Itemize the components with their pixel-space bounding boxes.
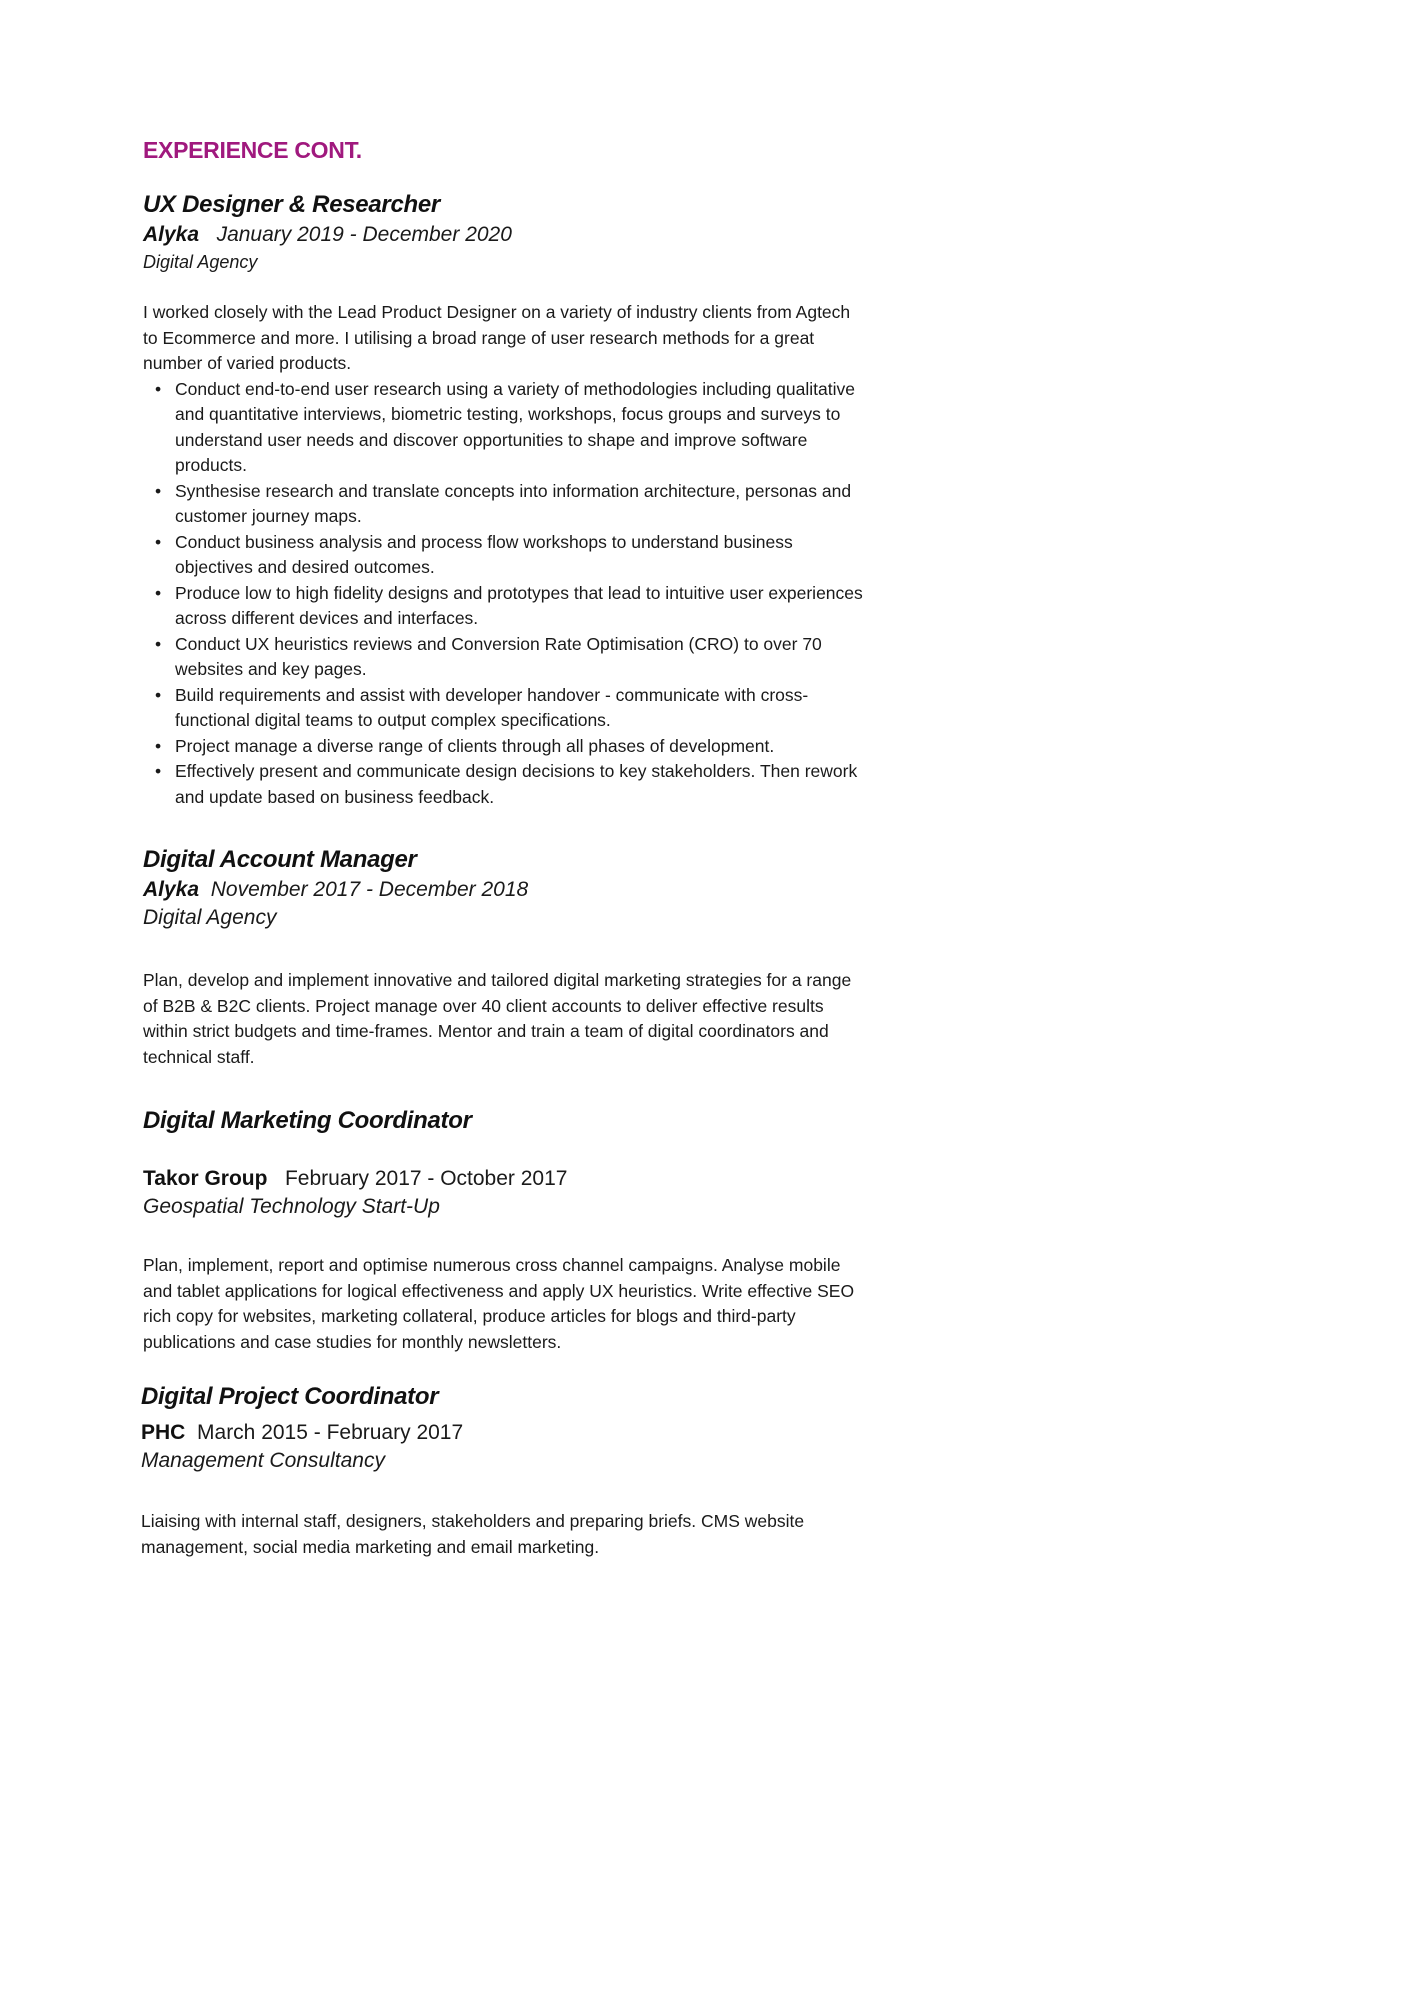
list-item: • Produce low to high fidelity designs and prototypes that lead to intuitive user experiences across different devices and interfaces.: [175, 581, 863, 632]
job-meta: [141, 1418, 861, 1447]
job-meta: [143, 1164, 863, 1193]
company-name: Alyka: [143, 878, 200, 901]
job-title: Digital Project Coordinator: [141, 1383, 439, 1410]
job-title: UX Designer & Researcher: [143, 191, 440, 218]
list-item: • Effectively present and communicate design decisions to key stakeholders. Then rework and update based on business feedback.: [175, 759, 863, 810]
job-meta: [143, 875, 863, 904]
job-entry-ux-designer: [143, 190, 863, 810]
job-summary: Liaising with internal staff, designers, stakeholders and preparing briefs. CMS website management, social media marketing and email marketing.: [141, 1511, 805, 1557]
job-entry-project-coordinator: [141, 1382, 861, 1560]
list-item: • Project manage a diverse range of clients through all phases of development.: [175, 734, 863, 760]
company-name: Takor Group: [143, 1167, 268, 1190]
job-title: Digital Account Manager: [143, 846, 417, 873]
list-item: • Synthesise research and translate concepts into information architecture, personas and customer journey maps.: [175, 479, 863, 530]
company-type: Management Consultancy: [141, 1449, 385, 1472]
section-heading: EXPERIENCE CONT.: [143, 137, 362, 163]
list-item: • Conduct end-to-end user research using a variety of methodologies including qualitative and quantitative interviews, biometric testing, workshops, focus groups and surveys to understand user needs and discover opportunities to shape and improve software products.: [175, 377, 863, 479]
list-item: • Conduct business analysis and process flow workshops to understand business objectives and desired outcomes.: [175, 530, 863, 581]
job-entry-marketing-coordinator: [143, 1106, 863, 1355]
job-summary: Plan, implement, report and optimise numerous cross channel campaigns. Analyse mobile and tablet applications for logical effectiveness and apply UX heuristics. Write effective SEO rich copy for websites, marketing collateral, produce articles for blogs and third-party publications and case studies for monthly newsletters.: [143, 1255, 855, 1352]
list-item: • Conduct UX heuristics reviews and Conversion Rate Optimisation (CRO) to over 70 websites and key pages.: [175, 632, 863, 683]
job-dates: January 2019 - December 2020: [216, 223, 512, 246]
job-title: Digital Marketing Coordinator: [143, 1107, 472, 1134]
company-name: Alyka: [143, 223, 200, 246]
list-item: • Build requirements and assist with developer handover - communicate with cross-functional digital teams to output complex specifications.: [175, 683, 863, 734]
company-type: Geospatial Technology Start-Up: [143, 1195, 440, 1218]
responsibilities-list: [143, 377, 863, 811]
job-meta: [143, 220, 863, 249]
company-type: Digital Agency: [143, 252, 258, 272]
job-summary: I worked closely with the Lead Product Designer on a variety of industry clients from Agtech to Ecommerce and more. I utilising a broad range of user research methods for a great number of varied products.: [143, 302, 851, 373]
job-dates: February 2017 - October 2017: [284, 1167, 568, 1190]
job-summary: Plan, develop and implement innovative and tailored digital marketing strategies for a range of B2B & B2C clients. Project manage over 40 client accounts to deliver effective results within strict budgets and time-frames. Mentor and train a team of digital coordinators and technical staff.: [143, 970, 852, 1067]
job-dates: November 2017 - December 2018: [210, 878, 529, 901]
company-type: Digital Agency: [143, 906, 277, 929]
company-name: PHC: [141, 1421, 186, 1444]
job-entry-account-manager: [143, 845, 863, 1070]
job-dates: March 2015 - February 2017: [197, 1421, 464, 1444]
